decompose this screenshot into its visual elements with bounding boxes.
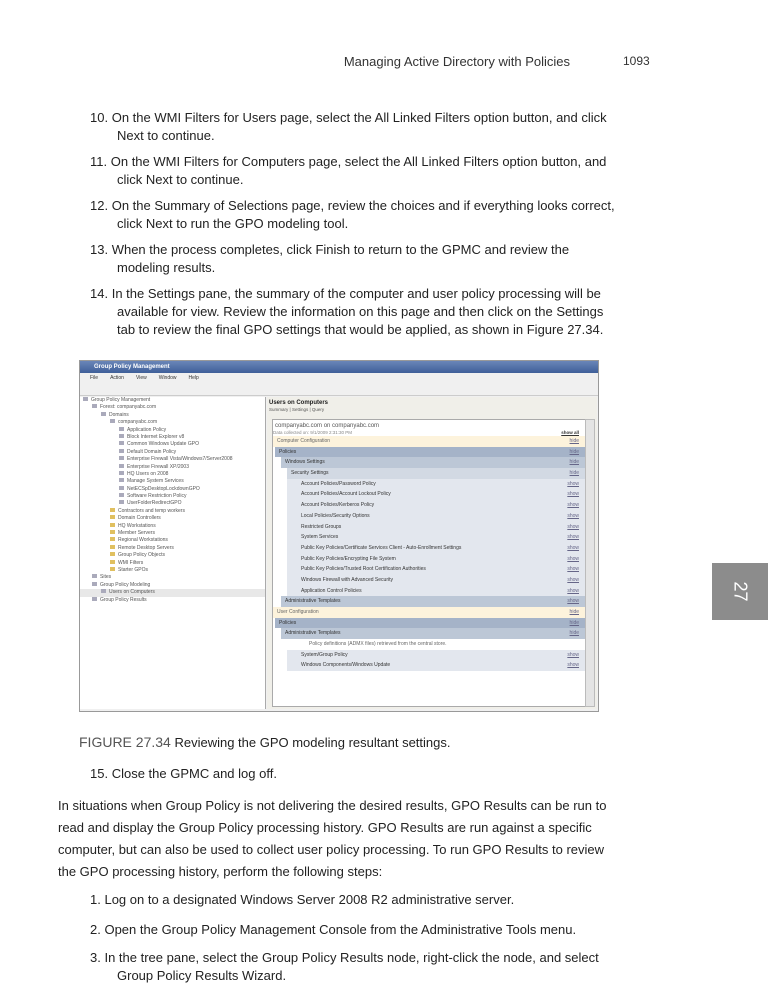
caption-label: FIGURE 27.34 — [79, 734, 171, 750]
node-label: Member Servers — [118, 530, 155, 537]
settings-row — [281, 596, 585, 607]
settings-row — [287, 543, 585, 554]
show-link[interactable]: show — [567, 491, 579, 498]
row-label: Windows Settings — [285, 459, 325, 466]
hide-link[interactable]: hide — [569, 630, 579, 637]
toolbar — [80, 383, 598, 396]
row-label: Account Policies/Kerberos Policy — [301, 502, 375, 509]
node-icon — [119, 500, 124, 504]
tree-node[interactable] — [80, 397, 265, 404]
menu-window[interactable]: Window — [158, 375, 177, 381]
settings-row — [287, 575, 585, 586]
step-item — [90, 921, 617, 939]
tab-settings[interactable]: Settings — [291, 407, 309, 412]
node-label: UserFolderRedirectGPO — [127, 500, 182, 507]
node-icon — [92, 597, 97, 601]
caption-text: Reviewing the GPO modeling resultant settings. — [174, 735, 451, 750]
tree-node[interactable] — [80, 449, 265, 456]
step-number: 3. — [90, 950, 101, 965]
step-text: On the WMI Filters for Users page, select the All Linked Filters option button, and click Next to continue. — [111, 110, 607, 143]
body-paragraph: In situations when Group Policy is not delivering the desired results, GPO Results can be run to read and display the Group Policy processing history. GPO Results are run against a specific computer, but can also be used to collect user policy processing. To run GPO Results to review the GPO processing history, perform the following steps: — [58, 798, 607, 879]
settings-row — [281, 628, 585, 639]
node-label: Starter GPOs — [118, 566, 149, 573]
step-number: 14. — [90, 286, 109, 301]
show-link[interactable]: show — [567, 651, 579, 658]
tab-summary[interactable]: Summary — [269, 407, 289, 412]
row-label: Windows Firewall with Advanced Security — [301, 576, 393, 583]
step-number: 15. — [90, 766, 109, 781]
row-label: Local Policies/Security Options — [301, 512, 370, 519]
show-link[interactable]: show — [567, 544, 579, 551]
report-title: companyabc.com on companyabc.com — [275, 423, 380, 429]
row-label: System Services — [301, 534, 339, 541]
tree-node[interactable] — [80, 552, 265, 559]
tree-node[interactable] — [80, 419, 265, 426]
node-icon — [119, 434, 124, 438]
tree-node[interactable] — [80, 493, 265, 500]
node-icon — [110, 419, 115, 423]
node-icon — [110, 537, 115, 541]
node-icon — [119, 478, 124, 482]
tree-node[interactable] — [80, 478, 265, 485]
tree-node[interactable] — [80, 515, 265, 522]
node-label: Forest: companyabc.com — [100, 404, 157, 411]
running-header: Managing Active Directory with Policies — [343, 54, 570, 69]
show-link[interactable]: show — [567, 587, 579, 594]
node-icon — [101, 412, 106, 416]
tab-query[interactable]: Query — [311, 407, 325, 412]
hide-link[interactable]: hide — [569, 470, 579, 477]
tree-node[interactable] — [80, 486, 265, 493]
results-pane — [267, 397, 597, 709]
node-icon — [92, 582, 97, 586]
show-link[interactable]: show — [567, 480, 579, 487]
step-item — [90, 197, 617, 233]
settings-row — [287, 586, 585, 597]
step-item — [90, 285, 617, 339]
tree-node[interactable] — [80, 574, 265, 581]
row-label: Administrative Templates — [285, 630, 341, 637]
step-text: On the WMI Filters for Computers page, select the All Linked Filters option button, and click Next to continue. — [110, 154, 607, 187]
row-label: Account Policies/Password Policy — [301, 480, 376, 487]
step-number: 10. — [90, 110, 109, 125]
row-label: Public Key Policies/Certificate Services Client - Auto-Enrollment Settings — [301, 544, 462, 551]
step-item — [90, 241, 617, 277]
node-icon — [119, 427, 124, 431]
show-link[interactable]: show — [567, 512, 579, 519]
row-label: Computer Configuration — [277, 438, 331, 444]
tree-node[interactable] — [80, 456, 265, 463]
hide-link[interactable]: hide — [569, 619, 579, 626]
node-label: HQ Users on 2008 — [127, 470, 169, 477]
settings-row — [287, 468, 585, 479]
menu-file[interactable]: File — [90, 375, 99, 381]
node-icon — [110, 552, 115, 556]
step-text: Open the Group Policy Management Console from the Administrative Tools menu. — [104, 922, 577, 937]
settings-row — [287, 489, 585, 500]
row-label: Application Control Policies — [301, 587, 362, 594]
node-label: Users on Computers — [109, 589, 155, 596]
row-label: Policies — [279, 619, 297, 626]
row-label: Security Settings — [291, 470, 329, 477]
node-label: Group Policy Results — [100, 596, 147, 603]
step-15 — [90, 765, 617, 783]
node-label: Common Windows Update GPO — [127, 441, 199, 448]
node-icon — [83, 397, 88, 401]
tree-node[interactable] — [80, 508, 265, 515]
hide-link[interactable]: hide — [569, 448, 579, 455]
node-label: Manage System Services — [127, 478, 184, 485]
figure-caption — [79, 734, 450, 750]
node-label: Group Policy Management — [91, 397, 151, 403]
hide-link[interactable]: hide — [569, 459, 579, 466]
step-text: In the Settings pane, the summary of the computer and user policy processing will be available for view. Review the information on this page and then click on the Settings tab to review the final GPO settings that would be applied, as shown in Figure 27.34. — [111, 286, 604, 337]
step-text: When the process completes, click Finish to return to the GPMC and review the modeling results. — [111, 242, 570, 275]
tree-node[interactable] — [80, 471, 265, 478]
tree-node[interactable] — [80, 537, 265, 544]
node-label: Software Restriction Policy — [127, 493, 187, 500]
data-collected: Data collected on: 9/1/2009 2:31:30 PM — [273, 430, 353, 435]
step-number: 2. — [90, 922, 101, 937]
node-label: Enterprise Firewall XP/2003 — [127, 463, 189, 470]
row-label: Restricted Groups — [301, 523, 342, 530]
settings-row — [275, 618, 585, 629]
show-link[interactable]: show — [567, 598, 579, 605]
step-text: On the Summary of Selections page, review the choices and if everything looks correct, click Next to run the GPO modeling tool. — [111, 198, 615, 231]
row-label: Public Key Policies/Encrypting File System — [301, 555, 396, 562]
tree-node[interactable] — [80, 545, 265, 552]
show-link[interactable]: show — [567, 566, 579, 573]
show-link[interactable]: show — [567, 662, 579, 669]
tree-node[interactable] — [80, 464, 265, 471]
tree-node[interactable] — [80, 523, 265, 530]
tree-node[interactable] — [80, 404, 265, 411]
tree-node[interactable] — [80, 441, 265, 448]
node-label: Contractors and temp workers — [118, 507, 185, 514]
node-icon — [119, 441, 124, 445]
row-label: Windows Components/Windows Update — [301, 662, 391, 669]
report — [272, 419, 586, 707]
window-title: Group Policy Management — [80, 361, 598, 373]
show-link[interactable]: show — [567, 502, 579, 509]
settings-row — [287, 660, 585, 671]
settings-row — [273, 436, 585, 447]
node-label: Remote Desktop Servers — [118, 544, 174, 551]
node-label: Domain Controllers — [118, 515, 161, 522]
node-label: Domains — [109, 411, 129, 418]
settings-row — [287, 650, 585, 661]
hide-link[interactable]: hide — [569, 438, 579, 444]
tree-node[interactable] — [80, 560, 265, 567]
tree-node[interactable] — [80, 582, 265, 589]
node-label: companyabc.com — [118, 419, 158, 426]
menu-action[interactable]: Action — [110, 375, 124, 381]
gpmc-screenshot — [79, 360, 599, 712]
show-link[interactable]: show — [567, 523, 579, 530]
show-all-link[interactable]: show all — [561, 430, 579, 435]
row-label: Administrative Templates — [285, 598, 341, 605]
node-icon — [92, 404, 97, 408]
node-icon — [119, 493, 124, 497]
node-label: Default Domain Policy — [127, 448, 177, 455]
row-label: Policies — [279, 448, 297, 455]
node-icon — [110, 545, 115, 549]
show-link[interactable]: show — [567, 576, 579, 583]
settings-row — [287, 564, 585, 575]
step-text: Log on to a designated Windows Server 2008 R2 administrative server. — [104, 892, 515, 907]
settings-row — [287, 554, 585, 565]
node-label: Group Policy Objects — [118, 552, 165, 559]
node-label: Regional Workstations — [118, 537, 168, 544]
node-icon — [119, 449, 124, 453]
node-icon — [119, 486, 124, 490]
settings-row — [287, 532, 585, 543]
node-icon — [110, 567, 115, 571]
step-text: Close the GPMC and log off. — [111, 766, 277, 781]
row-label: Account Policies/Account Lockout Policy — [301, 491, 391, 498]
node-label: WMI Filters — [118, 559, 144, 566]
settings-row — [281, 457, 585, 468]
tree-node[interactable] — [80, 434, 265, 441]
settings-row — [275, 447, 585, 458]
node-icon — [119, 471, 124, 475]
step-item — [90, 891, 617, 909]
row-label: Policy definitions (ADMX files) retrieved from the central store. — [309, 641, 447, 648]
node-icon — [92, 574, 97, 578]
settings-row — [287, 511, 585, 522]
node-icon — [119, 456, 124, 460]
step-number: 13. — [90, 242, 109, 257]
chapter-tab — [712, 563, 768, 620]
tree-node[interactable] — [80, 500, 265, 507]
tree-node[interactable] — [80, 530, 265, 537]
node-label: HQ Workstations — [118, 522, 156, 529]
node-label: Sites — [100, 574, 112, 581]
node-icon — [110, 530, 115, 534]
show-link[interactable]: show — [567, 534, 579, 541]
show-link[interactable]: show — [567, 555, 579, 562]
node-label: Block Internet Explorer v8 — [127, 433, 185, 440]
settings-row — [287, 500, 585, 511]
tree-node[interactable] — [80, 589, 265, 596]
node-label: Group Policy Modeling — [100, 581, 151, 588]
node-icon — [110, 508, 115, 512]
step-item — [90, 949, 617, 985]
row-label: Public Key Policies/Trusted Root Certification Authorities — [301, 566, 426, 573]
menu-help[interactable]: Help — [188, 375, 199, 381]
step-number: 1. — [90, 892, 101, 907]
step-text: In the tree pane, select the Group Policy Results node, right-click the node, and select Group Policy Results Wizard. — [104, 950, 599, 983]
menu-bar — [80, 373, 598, 383]
chapter-number: 27 — [730, 581, 751, 602]
row-label: System/Group Policy — [301, 651, 348, 658]
settings-row — [287, 522, 585, 533]
node-icon — [110, 515, 115, 519]
node-icon — [110, 560, 115, 564]
pane-title: Users on Computers — [269, 400, 329, 406]
node-label: Application Policy — [127, 426, 167, 433]
scrollbar[interactable] — [585, 419, 595, 707]
tree-node[interactable] — [80, 567, 265, 574]
menu-view[interactable]: View — [135, 375, 147, 381]
node-label: Enterprise Firewall Vista/Windows7/Server2008 — [127, 456, 233, 463]
step-item — [90, 153, 617, 189]
step-number: 11. — [90, 154, 108, 169]
node-icon — [119, 464, 124, 468]
step-number: 12. — [90, 198, 109, 213]
row-label: User Configuration — [277, 609, 319, 615]
tree-node[interactable] — [80, 412, 265, 419]
step-item — [90, 109, 617, 145]
tree-node[interactable] — [80, 427, 265, 434]
node-icon — [101, 589, 106, 593]
tabs: Summary | Settings | Query — [269, 407, 325, 412]
page-number: 1093 — [623, 54, 650, 68]
settings-row — [273, 607, 585, 618]
settings-row — [287, 639, 585, 650]
tree-pane — [80, 397, 266, 709]
node-icon — [110, 523, 115, 527]
hide-link[interactable]: hide — [569, 609, 579, 615]
node-label: NetECSpDesktopLockdownGPO — [127, 485, 200, 492]
settings-row — [287, 479, 585, 490]
tree-node[interactable] — [80, 597, 265, 604]
